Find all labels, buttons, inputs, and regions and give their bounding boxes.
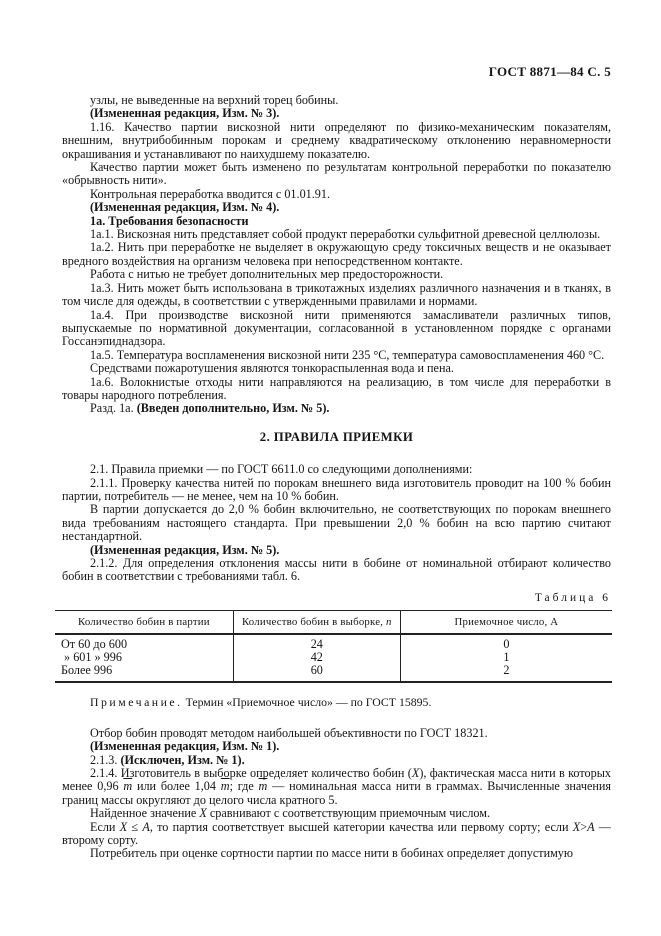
math-var-x: X [411, 766, 420, 781]
table-cell: 2 [400, 664, 612, 682]
paragraph-1a-5: 1а.5. Температура воспламенения вискозной нити 235 °С, температура самовоспламенения 460 °С. [90, 347, 605, 362]
math-var-m-mean: $\overline{m}$ [123, 779, 133, 794]
table-row [55, 634, 612, 651]
paragraph-2-1-3-excluded [62, 754, 611, 767]
math-var-x: X [199, 806, 207, 821]
paragraph-1a-6: 1а.6. Волокнистые отходы нити направляются на реализацию, в том числе для переработки в товары народного потребления. [62, 374, 611, 402]
paragraph-fire-extinguishing: Средствами пожаротушения являются тонкораспыленная вода и пена. [90, 361, 454, 376]
text-run: Термин «Приемочное число» — по ГОСТ 15895. [182, 695, 432, 710]
text-run: Если [90, 819, 120, 834]
table-cell: 1 [400, 651, 612, 664]
text-run: — номинальная масса нити в граммах. Вычисленные значения границ массы округляют до целого числа кратного 5. [62, 779, 612, 807]
paragraph-1a-3: 1а.3. Нить может быть использована в трикотажных изделиях различного назначения и в тканях, в том числе для одежды, в соответствии с утвержденными правилами и нормами. [62, 280, 611, 309]
table-6-label: Таблица 6 [534, 591, 611, 604]
paragraph-quality-change: Качество партии может быть изменено по результатам контрольной переработки по показателю «обрывность нити». [62, 160, 611, 188]
amendment-note-izm-4: (Измененная редакция, Изм. № 4). [90, 200, 280, 215]
amendment-note-izm-5: (Измененная редакция, Изм. № 5). [90, 542, 280, 557]
text-run: ≤ [127, 819, 143, 834]
amendment-note-izm-3: (Измененная редакция, Изм. № 3). [90, 106, 280, 121]
amendment-bold-text: (Введен дополнительно, Изм. № 5). [136, 401, 330, 416]
table-col-header-batch: Количество бобин в партии [55, 610, 233, 634]
text-run: 2.1.4. Изготовитель в выборке определяет количество бобин ( [90, 766, 412, 781]
text-run: Количество бобин в выборке, [241, 615, 386, 628]
paragraph-found-value [62, 807, 611, 820]
math-var-a: A [142, 819, 150, 834]
table-cell: 24 [233, 634, 400, 651]
note-label: Примечание. [90, 695, 183, 710]
table-note [62, 696, 611, 709]
paragraph-2-1-1: 2.1.1. Проверку качества нитей по порокам внешнего вида изготовитель проводит на 100 % бобин партии, потребитель — не менее, чем на 10 % бобин. [62, 475, 611, 503]
paragraph-1a-1: 1а.1. Вискозная нить представляет собой продукт переработки сульфитной древесной целлюлозы. [90, 227, 601, 242]
paragraph-bobbin-selection: Отбор бобин проводят методом наибольшей объективности по ГОСТ 18321. [90, 725, 488, 740]
table-cell: 0 [400, 634, 612, 651]
paragraph-section-1a-introduced [62, 402, 611, 415]
amendment-bold-text: (Исключен, Изм. № 1). [120, 752, 245, 767]
table-cell: » 601 » 996 [61, 650, 122, 665]
math-var-x: X [572, 819, 581, 834]
paragraph-1a-2: 1а.2. Нить при переработке не выделяет в окружающую среду токсичных веществ и не оказывает вредного воздействия на организм человека при непосредственном контакте. [62, 240, 611, 268]
paragraph-1a-4: 1а.4. При производстве вискозной нити применяются замасливатели различных типов, выпускаемые по нормативной документации, согласованной в установленном порядке с органами Госсанэпиднадзора. [62, 307, 611, 349]
table-6 [55, 610, 612, 684]
paragraph-1-16: 1.16. Качество партии вискозной нити определяют по физико-механическим показателям, внешним, внутрибобинным порокам и среднему квадратическому отклонению неравномерности окрашивания и устанавливают по наихудшему показателю. [62, 119, 611, 161]
paragraph-2-1-4 [62, 767, 611, 807]
text-run: ; где [229, 779, 259, 794]
paragraph-safety-work: Работа с нитью не требует дополнительных мер предосторожности. [90, 267, 444, 282]
paragraph-control-processing: Контрольная переработка вводится с 01.01.91. [90, 186, 331, 201]
text-run: — второму сорту. [62, 819, 611, 848]
text-run: или более 1,04 [132, 779, 221, 794]
math-var-x: X [119, 819, 128, 834]
paragraph-2-1-2: 2.1.2. Для определения отклонения массы нити в бобине от номинальной отбирают количество бобин в соответствии с требованиями табл. 6. [62, 556, 611, 584]
math-var-m-mean: $\overline{m}$ [258, 779, 268, 794]
table-col-header-acceptance: Приемочное число, А [400, 610, 612, 634]
table-header-row [55, 610, 612, 634]
text-run: Разд. 1а. [90, 401, 137, 416]
amendment-note-izm-1: (Измененная редакция, Изм. № 1). [90, 739, 280, 754]
table-col-header-sample [233, 610, 400, 634]
table-cell: Более 996 [61, 663, 113, 678]
paragraph-continuation: узлы, не выведенные на верхний торец бобины. [90, 93, 339, 107]
table-cell: 42 [233, 651, 400, 664]
paragraph-batch-tolerance: В партии допускается до 2,0 % бобин включительно, не соответствующих по порокам внешнего вида требованиям настоящего стандарта. При превышении 2,0 % бобин на всю партию считают нестандартной. [62, 502, 611, 544]
table-row [55, 651, 612, 664]
text-run: сравнивают с соответствующим приемочным числом. [206, 806, 491, 821]
paragraph-grade-condition [62, 821, 611, 848]
section-2-heading: 2. ПРАВИЛА ПРИЕМКИ [259, 429, 414, 444]
paragraph-2-1: 2.1. Правила приемки — по ГОСТ 6611.0 со следующими дополнениями: [90, 462, 473, 477]
math-var-a: A [587, 819, 595, 834]
paragraph-consumer-grading: Потребитель при оценке сортности партии по массе нити в бобинах определяет допустимую [90, 846, 574, 861]
page-header-gost-number: ГОСТ 8871—84 С. 5 [488, 64, 611, 79]
text-run: , то партия соответствует высшей категории качества или первому сорту; если [149, 819, 573, 834]
table-cell: 60 [233, 664, 400, 682]
math-var-m-mean: $\overline{m}$ [220, 779, 230, 794]
table-cell: От 60 до 600 [61, 636, 128, 651]
text-run: ), фактическая масса нити в которых менее 0,96 [62, 766, 611, 794]
text-run: > [580, 819, 588, 834]
table-row [55, 664, 612, 682]
text-run: Найденное значение [90, 806, 200, 821]
math-var-n: n [386, 615, 392, 628]
text-run: 2.1.3. [90, 752, 121, 767]
subsection-1a-heading: 1а. Требования безопасности [90, 213, 249, 228]
